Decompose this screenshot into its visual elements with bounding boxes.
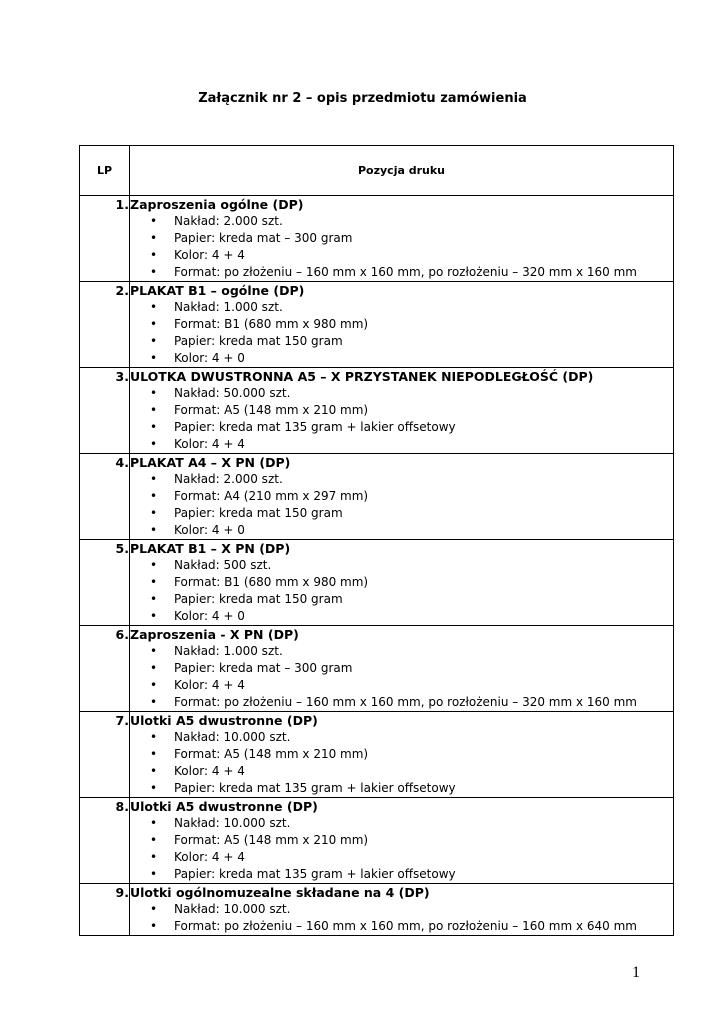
item-details-list [130,901,673,935]
item-cell [130,540,674,626]
item-title: PLAKAT A4 – X PN (DP) [130,455,291,470]
row-number: 2. [80,282,130,368]
table-header [80,146,674,196]
detail-item: • Kolor: 4 + 4 [130,247,673,264]
item-cell [130,282,674,368]
detail-item: • Format: A4 (210 mm x 297 mm) [130,488,673,505]
item-title: PLAKAT B1 – ogólne (DP) [130,283,305,298]
detail-item: • Format: A5 (148 mm x 210 mm) [130,746,673,763]
detail-item: • Papier: kreda mat 150 gram [130,591,673,608]
header-lp: LP [80,146,130,196]
table-header-row [80,146,674,196]
item-details-list [130,385,673,453]
detail-item: • Nakład: 10.000 szt. [130,815,673,832]
item-details-list [130,729,673,797]
detail-item: • Kolor: 4 + 4 [130,763,673,780]
table-row [80,540,674,626]
row-number: 7. [80,712,130,798]
document-title: Załącznik nr 2 – opis przedmiotu zamówienia [198,91,527,106]
table-row [80,884,674,936]
item-title: Ulotki A5 dwustronne (DP) [130,713,318,728]
detail-item: • Nakład: 10.000 szt. [130,729,673,746]
detail-item: • Format: po złożeniu – 160 mm x 160 mm, po rozłożeniu – 320 mm x 160 mm [130,264,673,281]
detail-item: • Nakład: 10.000 szt. [130,901,673,918]
row-number: 6. [80,626,130,712]
table-row [80,712,674,798]
detail-item: • Papier: kreda mat – 300 gram [130,230,673,247]
item-cell [130,798,674,884]
item-title: PLAKAT B1 – X PN (DP) [130,541,291,556]
detail-item: • Format: B1 (680 mm x 980 mm) [130,316,673,333]
detail-item: • Papier: kreda mat – 300 gram [130,660,673,677]
row-number: 5. [80,540,130,626]
table-row [80,282,674,368]
detail-item: • Papier: kreda mat 135 gram + lakier offsetowy [130,866,673,883]
row-number: 3. [80,368,130,454]
item-cell [130,196,674,282]
item-cell [130,712,674,798]
item-details-list [130,471,673,539]
detail-item: • Format: A5 (148 mm x 210 mm) [130,402,673,419]
detail-item: • Papier: kreda mat 150 gram [130,333,673,350]
detail-item: • Kolor: 4 + 4 [130,436,673,453]
detail-item: • Format: po złożeniu – 160 mm x 160 mm, po rozłożeniu – 320 mm x 160 mm [130,694,673,711]
item-title: Zaproszenia ogólne (DP) [130,197,304,212]
item-details-list [130,557,673,625]
detail-item: • Format: A5 (148 mm x 210 mm) [130,832,673,849]
page-number: 1 [632,964,640,981]
detail-item: • Papier: kreda mat 135 gram + lakier offsetowy [130,780,673,797]
header-item: Pozycja druku [130,146,674,196]
detail-item: • Papier: kreda mat 150 gram [130,505,673,522]
detail-item: • Kolor: 4 + 0 [130,522,673,539]
detail-item: • Nakład: 2.000 szt. [130,213,673,230]
detail-item: • Kolor: 4 + 4 [130,849,673,866]
row-number: 1. [80,196,130,282]
table-body [80,196,674,936]
row-number: 8. [80,798,130,884]
item-details-list [130,643,673,711]
detail-item: • Nakład: 2.000 szt. [130,471,673,488]
detail-item: • Papier: kreda mat 135 gram + lakier offsetowy [130,419,673,436]
table-row [80,196,674,282]
item-cell [130,884,674,936]
detail-item: • Kolor: 4 + 0 [130,350,673,367]
row-number: 4. [80,454,130,540]
item-cell [130,626,674,712]
row-number: 9. [80,884,130,936]
item-title: Ulotki A5 dwustronne (DP) [130,799,318,814]
table-row [80,798,674,884]
detail-item: • Nakład: 50.000 szt. [130,385,673,402]
print-items-table [79,145,674,936]
item-cell [130,368,674,454]
detail-item: • Nakład: 1.000 szt. [130,643,673,660]
item-title: Ulotki ogólnomuzealne składane na 4 (DP) [130,885,430,900]
item-details-list [130,815,673,883]
detail-item: • Format: B1 (680 mm x 980 mm) [130,574,673,591]
item-cell [130,454,674,540]
detail-item: • Kolor: 4 + 4 [130,677,673,694]
item-details-list [130,213,673,281]
detail-item: • Nakład: 500 szt. [130,557,673,574]
item-title: Zaproszenia - X PN (DP) [130,627,299,642]
detail-item: • Format: po złożeniu – 160 mm x 160 mm, po rozłożeniu – 160 mm x 640 mm [130,918,673,935]
item-details-list [130,299,673,367]
table-row [80,368,674,454]
item-title: ULOTKA DWUSTRONNA A5 – X PRZYSTANEK NIEPODLEGŁOŚĆ (DP) [130,369,594,384]
table-row [80,626,674,712]
detail-item: • Nakład: 1.000 szt. [130,299,673,316]
detail-item: • Kolor: 4 + 0 [130,608,673,625]
table-row [80,454,674,540]
